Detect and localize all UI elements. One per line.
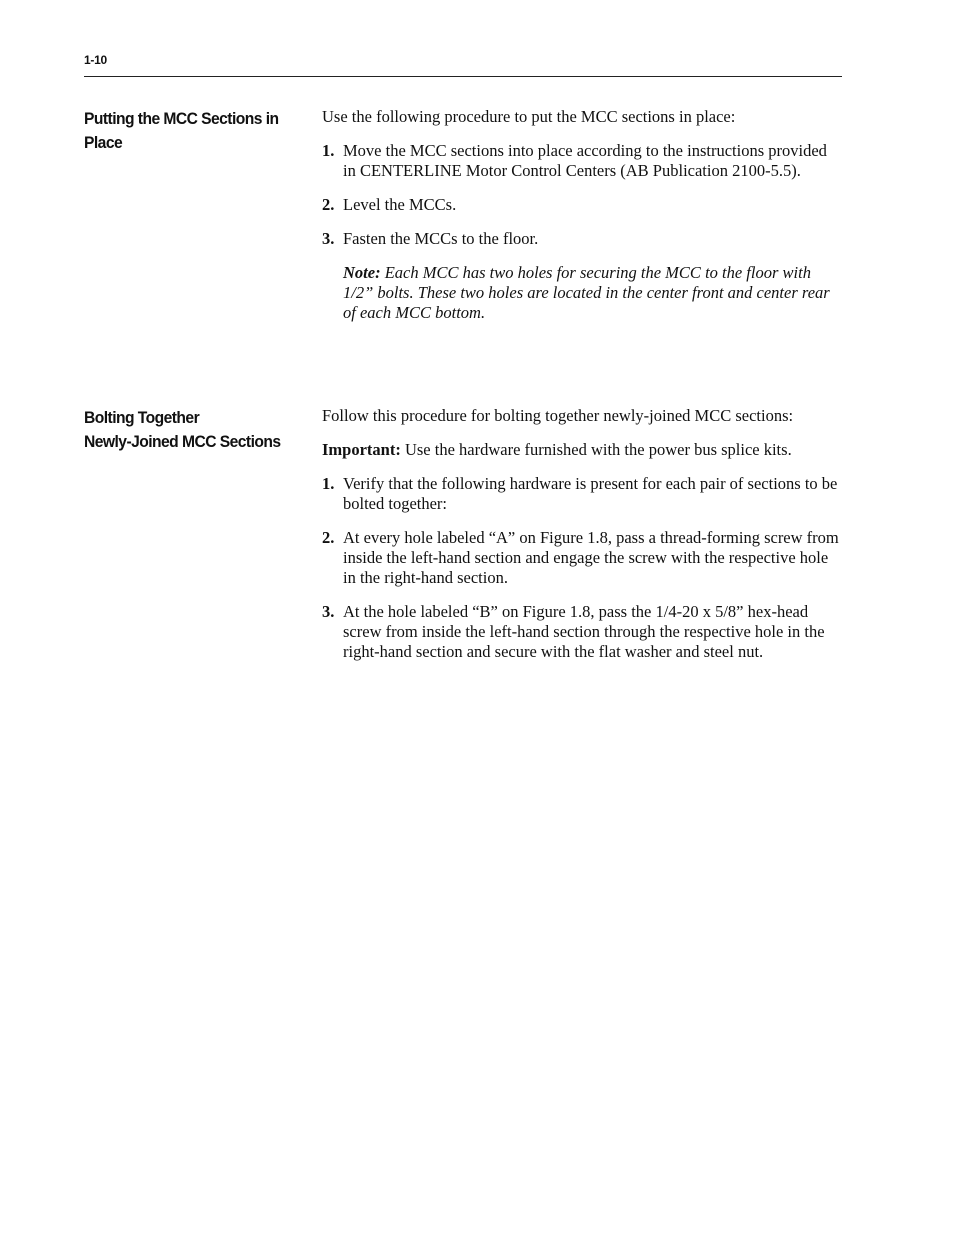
section-heading-line: Newly-Joined MCC Sections <box>84 432 281 451</box>
step-text: Verify that the following hardware is present for each pair of sections to be bolted together: <box>343 474 838 513</box>
step-number: 3. <box>322 229 335 248</box>
procedure-step <box>322 229 842 249</box>
important-label: Important: <box>322 440 401 459</box>
step-number: 1. <box>322 474 335 493</box>
procedure-step <box>322 195 842 215</box>
section-heading-line: Putting the MCC Sections in <box>84 109 279 128</box>
note-paragraph <box>343 263 842 323</box>
important-paragraph <box>322 440 842 460</box>
step-text: At every hole labeled “A” on Figure 1.8, pass a thread-forming screw from inside the left-hand section and engage the screw with the respective hole in the right-hand section. <box>343 528 839 587</box>
step-text: At the hole labeled “B” on Figure 1.8, pass the 1/4-20 x 5/8” hex-head screw from inside the left-hand section through the respective hole in the right-hand section and secure with the flat washer and steel nut. <box>343 602 825 661</box>
important-text: Use the hardware furnished with the power bus splice kits. <box>400 440 792 459</box>
step-number: 2. <box>322 528 335 547</box>
procedure-step <box>322 528 842 588</box>
procedure-step <box>322 474 842 514</box>
section-heading <box>84 406 294 454</box>
step-text: Move the MCC sections into place according to the instructions provided in CENTERLINE Motor Control Centers (AB Publication 2100-5.5). <box>343 141 827 180</box>
intro-paragraph: Use the following procedure to put the MCC sections in place: <box>322 107 736 126</box>
header-rule <box>84 76 842 77</box>
section-body <box>322 107 842 323</box>
section-heading-line: Place <box>84 133 123 152</box>
section-heading-line: Bolting Together <box>84 408 200 427</box>
note-label: Note: <box>343 263 381 282</box>
note-text: Each MCC has two holes for securing the MCC to the floor with 1/2” bolts. These two holes are located in the center front and center rear of each MCC bottom. <box>343 263 830 322</box>
step-number: 3. <box>322 602 335 621</box>
section-body <box>322 406 842 676</box>
page-number: 1-10 <box>84 53 107 67</box>
step-number: 2. <box>322 195 335 214</box>
procedure-step <box>322 602 842 662</box>
intro-paragraph: Follow this procedure for bolting together newly-joined MCC sections: <box>322 406 794 425</box>
step-text: Fasten the MCCs to the floor. <box>343 229 539 248</box>
step-number: 1. <box>322 141 335 160</box>
step-text: Level the MCCs. <box>343 195 457 214</box>
section-heading <box>84 107 294 155</box>
procedure-step <box>322 141 842 181</box>
